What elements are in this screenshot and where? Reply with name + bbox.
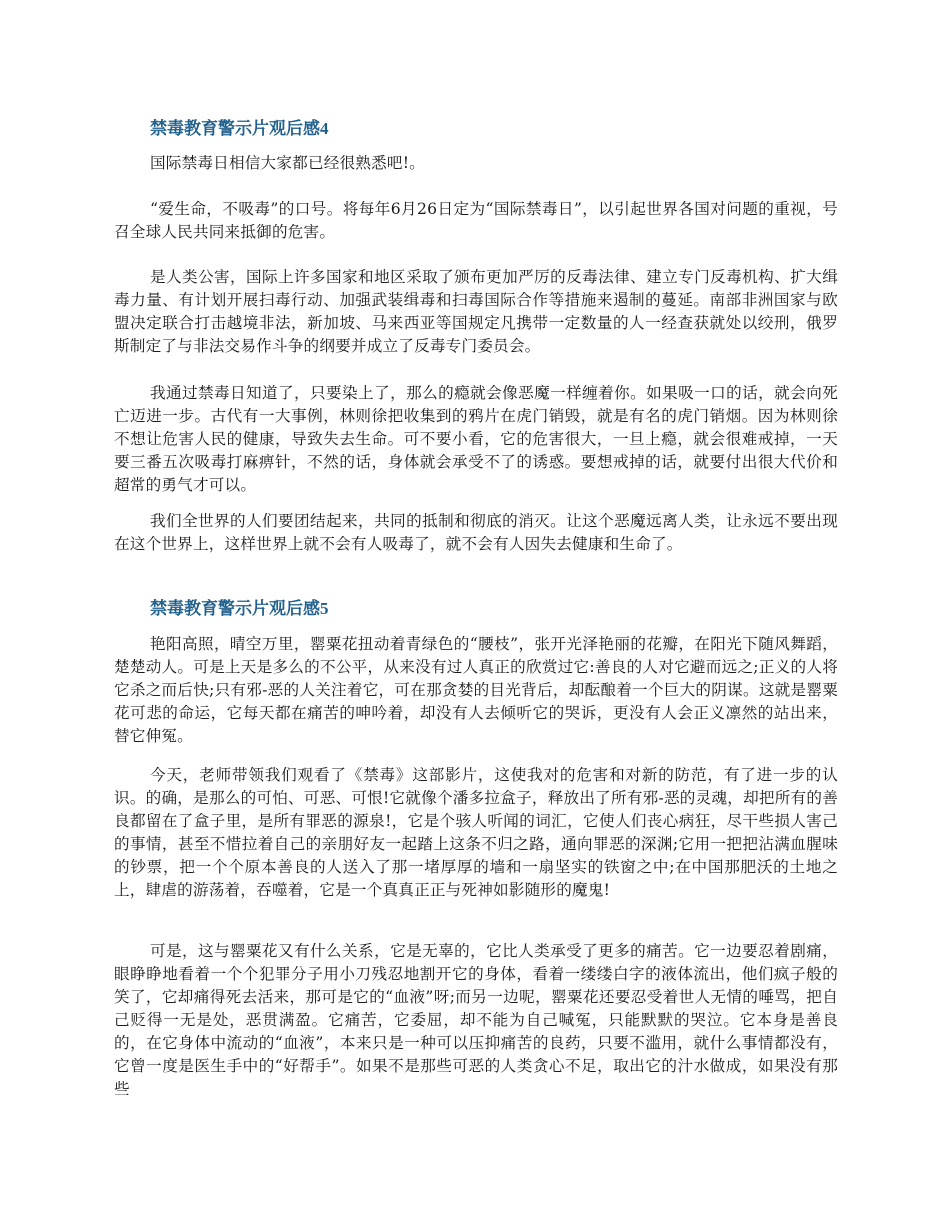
section-5-paragraph-3: 可是，这与罂粟花又有什么关系，它是无辜的，它比人类承受了更多的痛苦。它一边要忍着剧痛，眼睁睁地看着一个个犯罪分子用小刀残忍地割开它的身体，看着一缕缕白字的液体流出，他们疯子般的笑了，它却痛得死去活来，那可是它的“血液”呀;而另一边呢，罂粟花还要忍受着世人无情的唾骂，把自己贬得一无是处，恶贯满盈。它痛苦，它委屈，却不能为自己喊冤，只能默默的哭泣。它本身是善良的，在它身体中流动的“血液”，本来只是一种可以压抑痛苦的良药，只要不滥用，就什么事情都没有，它曾一度是医生手中的“好帮手”。如果不是那些可恶的人类贪心不足，取出它的汁水做成，如果没有那些 <box>114 942 838 1098</box>
section-4-paragraph-4: 我通过禁毒日知道了，只要染上了，那么的瘾就会像恶魔一样缠着你。如果吸一口的话，就会向死亡迈进一步。古代有一大事例，林则徐把收集到的鸦片在虎门销毁，就是有名的虎门销烟。因为林则徐不想让危害人民的健康，导致失去生命。可不要小看，它的危害很大，一旦上瘾，就会很难戒掉，一天要三番五次吸毒打麻痹针，不然的话，身体就会承受不了的诱惑。要想戒掉的话，就要付出很大代价和超常的勇气才可以。 <box>114 384 838 494</box>
section-5-paragraph-1: 艳阳高照，晴空万里，罂粟花扭动着青绿色的“腰枝”，张开光泽艳丽的花瓣，在阳光下随风舞蹈，楚楚动人。可是上天是多么的不公平，从来没有过人真正的欣赏过它:善良的人对它避而远之;正义的人将它杀之而后快;只有邪-恶的人关注着它，可在那贪婪的目光背后，却酝酿着一个巨大的阴谋。这就是罂粟花可悲的命运，它每天都在痛苦的呻吟着，却没有人去倾听它的哭诉，更没有人会正义凛然的站出来，替它伸冤。 <box>114 635 838 745</box>
section-5-paragraph-2: 今天，老师带领我们观看了《禁毒》这部影片，这使我对的危害和对新的防范，有了进一步的认识。的确，是那么的可怕、可恶、可恨!它就像个潘多拉盒子，释放出了所有邪-恶的灵魂，却把所有的善良都留在了盒子里，是所有罪恶的源泉!，它是个骇人听闻的词汇，它使人们丧心病狂，尽干些损人害己的事情，甚至不惜拉着自己的亲朋好友一起踏上这条不归之路，通向罪恶的深渊;它用一把把沾满血腥味的钞票，把一个个原本善良的人送入了那一堵厚厚的墙和一扇坚实的铁窗之中;在中国那肥沃的土地之上，肆虐的游荡着，吞噬着，它是一个真真正正与死神如影随形的魔鬼! <box>114 766 838 899</box>
section-4-paragraph-1: 国际禁毒日相信大家都已经很熟悉吧!。 <box>150 154 425 172</box>
section-4-title: 禁毒教育警示片观后感4 <box>150 119 329 138</box>
section-5-title: 禁毒教育警示片观后感5 <box>150 599 329 618</box>
section-4-paragraph-3: 是人类公害，国际上许多国家和地区采取了颁布更加严厉的反毒法律、建立专门反毒机构、扩大缉毒力量、有计划开展扫毒行动、加强武装缉毒和扫毒国际合作等措施来遏制的蔓延。南部非洲国家与欧盟决定联合打击越境非法，新加坡、马来西亚等国规定凡携带一定数量的人一经查获就处以绞刑，俄罗斯制定了与非法交易作斗争的纲要并成立了反毒专门委员会。 <box>114 268 838 355</box>
section-4-paragraph-2: “爱生命，不吸毒”的口号。将每年6月26日定为“国际禁毒日”，以引起世界各国对问题的重视，号召全球人民共同来抵御的危害。 <box>114 200 838 241</box>
section-4-paragraph-5: 我们全世界的人们要团结起来，共同的抵制和彻底的消灭。让这个恶魔远离人类，让永远不要出现在这个世界上，这样世界上就不会有人吸毒了，就不会有人因失去健康和生命了。 <box>114 512 838 553</box>
